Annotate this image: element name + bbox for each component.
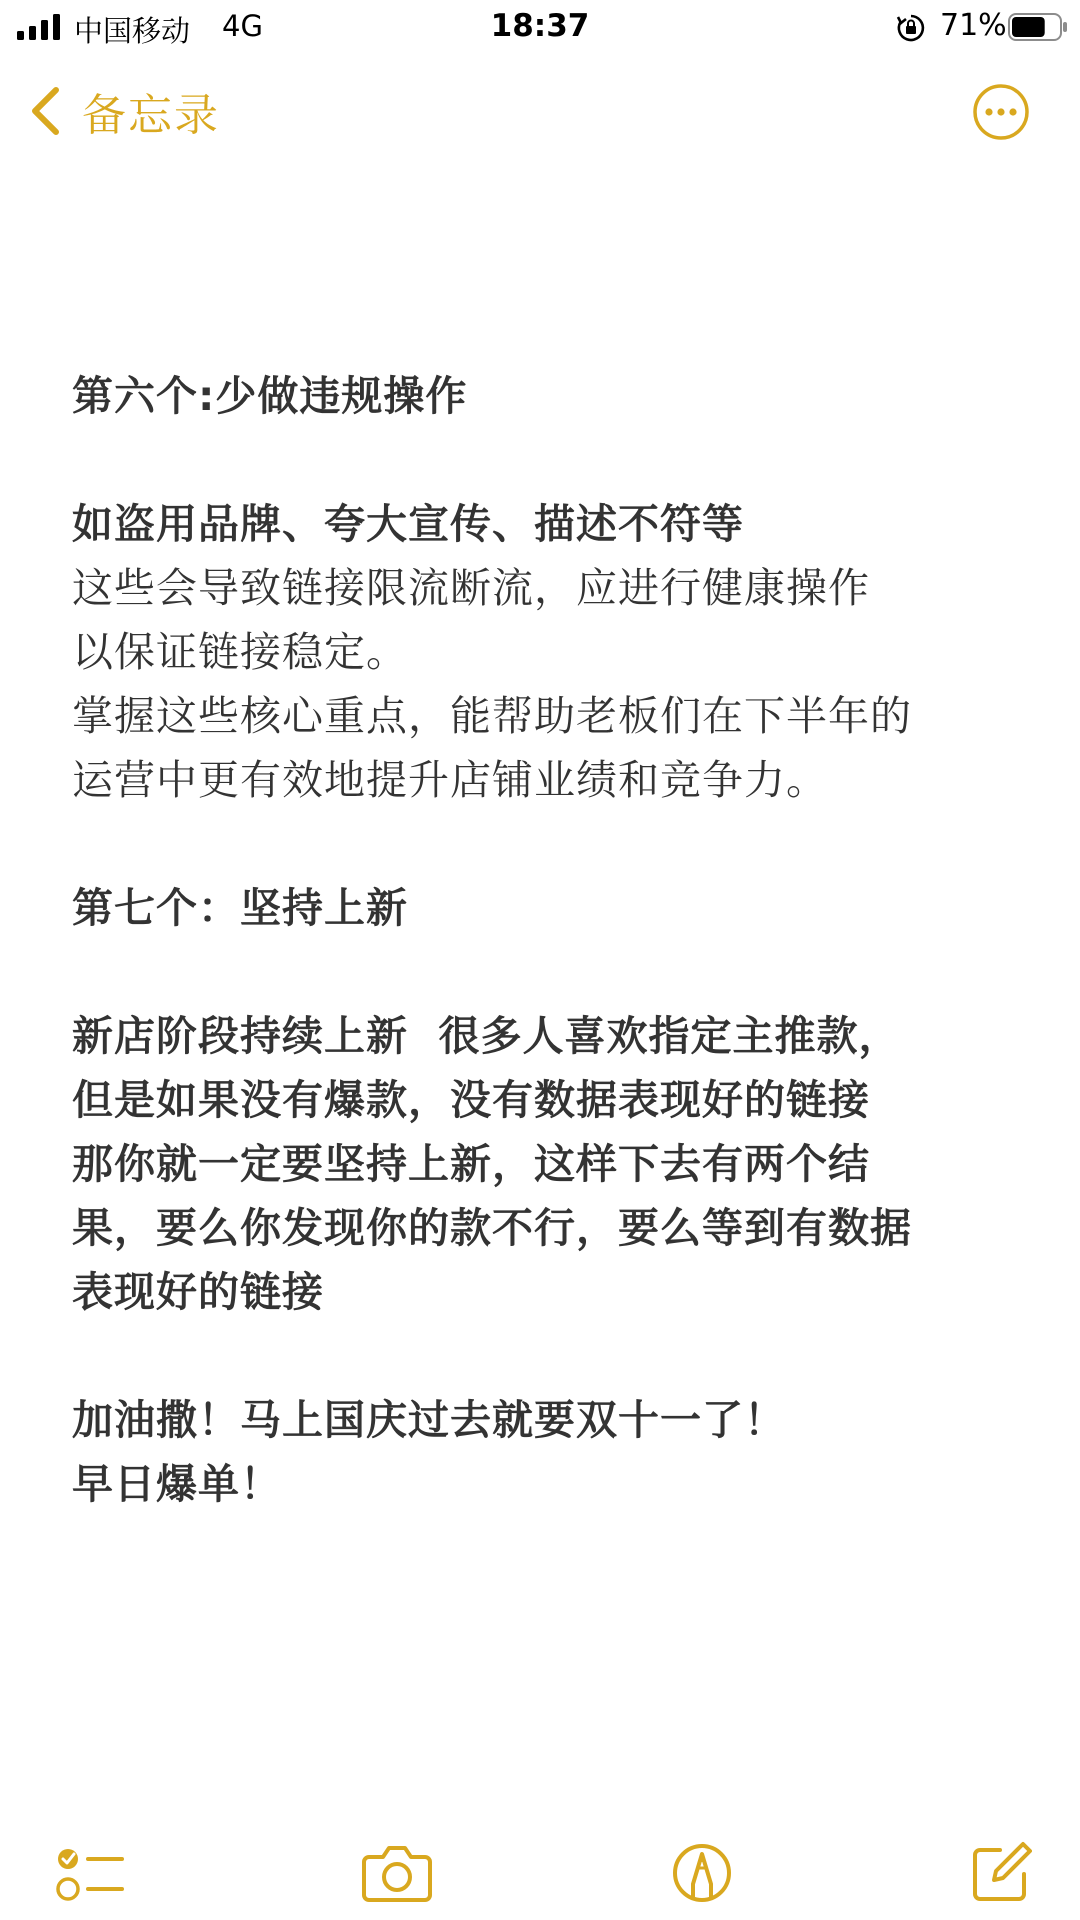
note-line: 以保证链接稳定。 <box>72 628 408 676</box>
note-blank-line <box>72 812 1032 876</box>
note-blank-line <box>72 1324 1032 1388</box>
note-line: 新店阶段持续上新 很多人喜欢指定主推款， <box>72 1012 901 1060</box>
note-line: 加油撒！马上国庆过去就要双十一了！ <box>72 1396 786 1444</box>
carrier-name: 中国移动 <box>74 14 191 48</box>
note-blank-line <box>72 428 1032 492</box>
status-time: 18:37 <box>490 8 590 44</box>
note-line: 如盗用品牌、夸大宣传、描述不符等 <box>72 500 744 548</box>
note-text-area[interactable] <box>72 364 1032 1516</box>
battery-icon <box>1008 13 1068 41</box>
note-blank-line <box>72 940 1032 1004</box>
network-type: 4G <box>222 9 263 43</box>
back-button[interactable] <box>28 80 220 142</box>
note-line: 果，要么你发现你的款不行，要么等到有数据 <box>72 1204 912 1252</box>
note-line: 运营中更有效地提升店铺业绩和竞争力。 <box>72 756 828 804</box>
compose-icon[interactable] <box>970 1838 1032 1902</box>
chevron-left-icon <box>28 85 62 137</box>
checklist-icon[interactable] <box>56 1845 126 1905</box>
markup-pen-icon[interactable] <box>671 1838 733 1904</box>
back-button-label: 备忘录 <box>82 90 220 141</box>
note-line: 表现好的链接 <box>72 1268 324 1316</box>
camera-icon[interactable] <box>361 1843 433 1903</box>
note-line: 早日爆单！ <box>72 1460 282 1508</box>
more-options-button[interactable] <box>972 83 1030 141</box>
note-line: 第七个：坚持上新 <box>72 884 408 932</box>
note-line: 掌握这些核心重点，能帮助老板们在下半年的 <box>72 692 912 740</box>
note-line: 这些会导致链接限流断流，应进行健康操作 <box>72 564 870 612</box>
battery-percentage: 71% <box>940 8 1007 43</box>
note-line: 第六个:少做违规操作 <box>72 372 468 420</box>
status-bar <box>0 0 1080 56</box>
rotation-lock-icon <box>896 13 926 43</box>
note-line: 那你就一定要坚持上新，这样下去有两个结 <box>72 1140 870 1188</box>
note-line: 但是如果没有爆款，没有数据表现好的链接 <box>72 1076 870 1124</box>
